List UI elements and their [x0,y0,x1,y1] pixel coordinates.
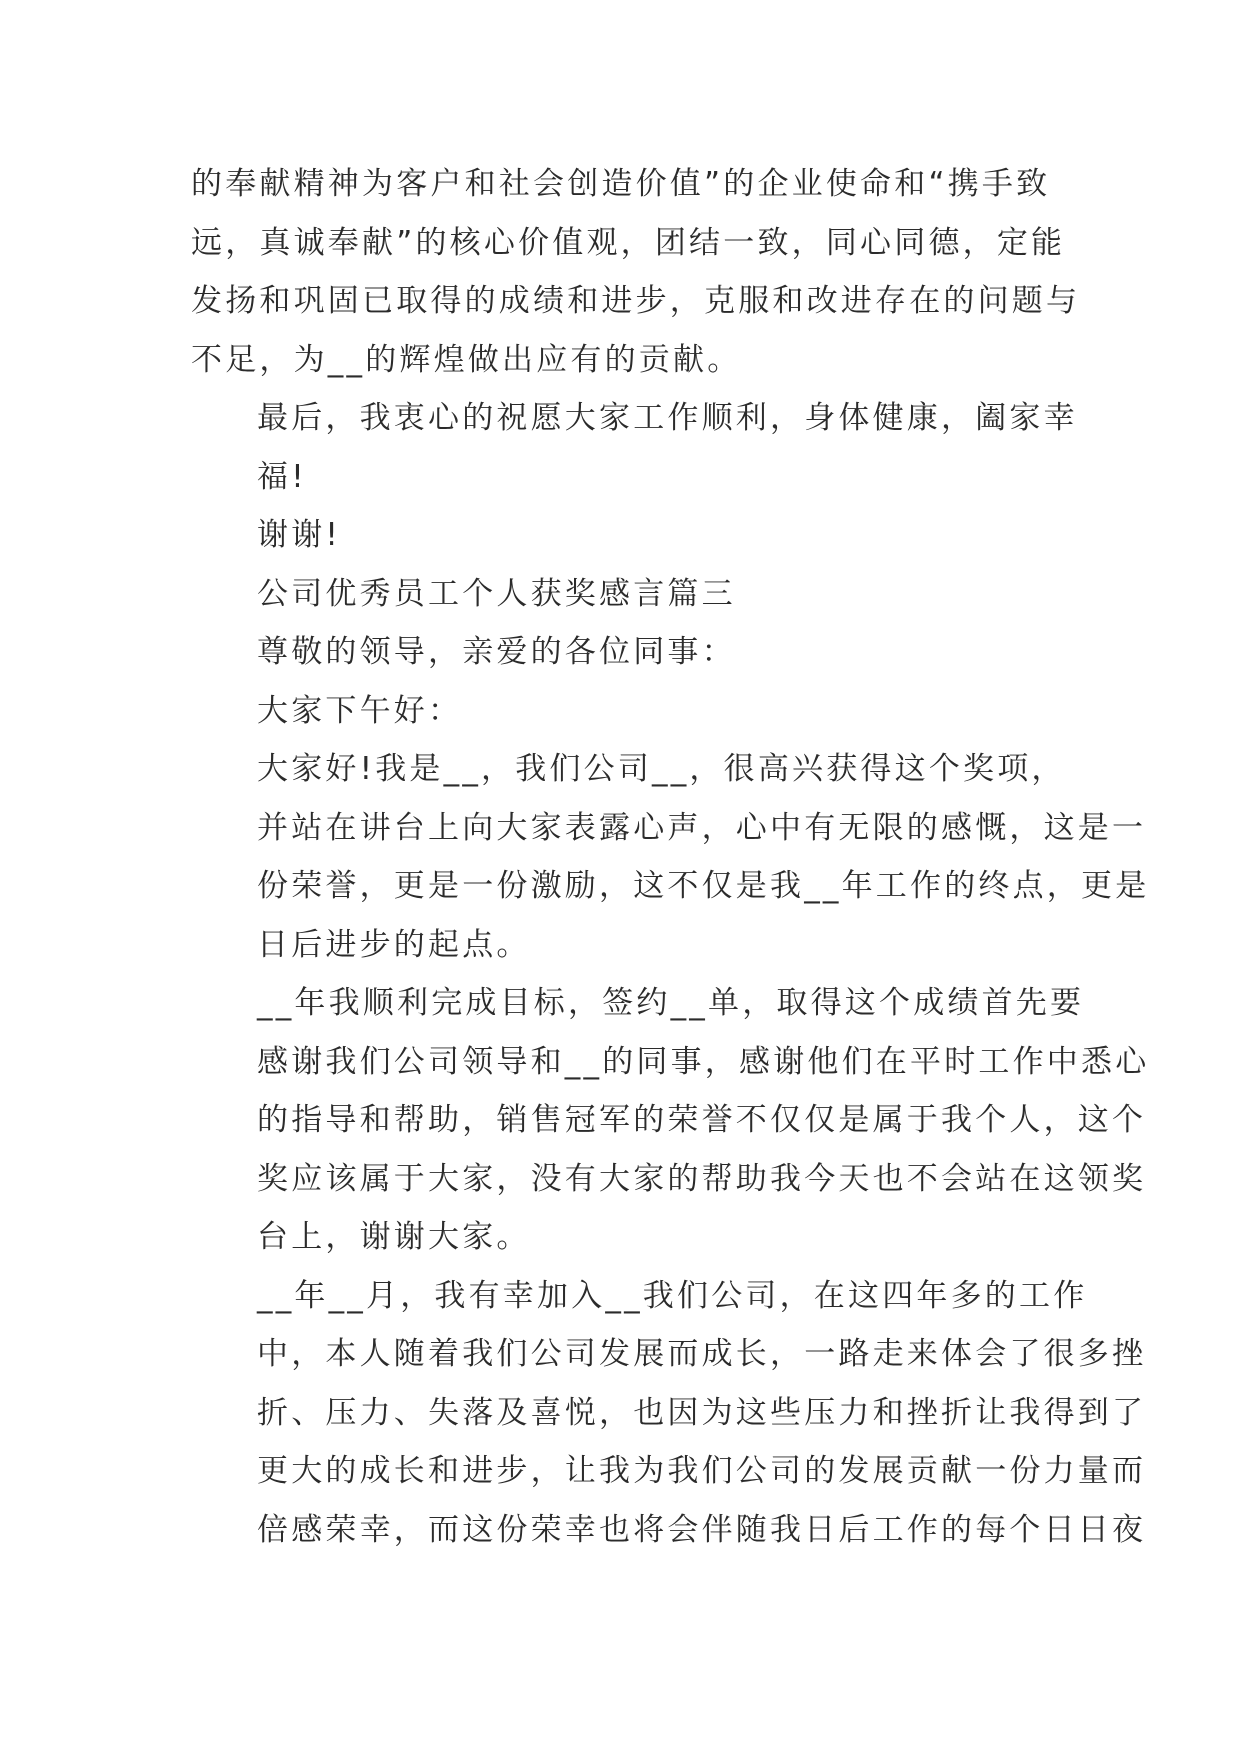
text-line: 倍感荣幸，而这份荣幸也将会伴随我日后工作的每个日日夜 [257,1511,1147,1548]
paragraph [191,623,1051,682]
text-line: 福! [257,458,307,495]
text-line: 谢谢! [257,517,342,553]
text-line: 的奉献精神为客户和社会创造价值”的企业使命和“携手致 [191,166,1051,202]
document-body [191,155,1150,1559]
paragraph [191,506,1051,565]
text-line: 日后进步的起点。 [257,926,531,963]
text-line: 的指导和帮助，销售冠军的荣誉不仅仅是属于我个人，这个 [257,1102,1147,1138]
text-line: 发扬和巩固已取得的成绩和进步，克服和改进存在的问题与 [191,283,1081,319]
text-line: __年__月，我有幸加入__我们公司，在这四年多的工作 [257,1277,1088,1314]
text-line: 大家好!我是__，我们公司__，很高兴获得这个奖项， [257,751,1066,787]
text-line: 台上，谢谢大家。 [257,1219,531,1255]
text-line: 尊敬的领导，亲爱的各位同事： [257,634,736,670]
paragraph [191,565,1051,624]
paragraph [191,740,1150,974]
text-line: 更大的成长和进步，让我为我们公司的发展贡献一份力量而 [257,1453,1147,1489]
text-line: 大家下午好： [257,692,463,729]
text-line: 最后，我衷心的祝愿大家工作顺利，身体健康，阖家幸 [257,400,1078,436]
text-line: 远，真诚奉献”的核心价值观，团结一致，同心同德，定能 [191,224,1066,261]
text-line: 并站在讲台上向大家表露心声，心中有无限的感慨，这是一 [257,809,1147,846]
text-line: 不足，为__的辉煌做出应有的贡献。 [191,341,742,378]
text-line: __年我顺利完成目标，签约__单，取得这个成绩首先要 [257,985,1085,1021]
text-line: 中，本人随着我们公司发展而成长，一路走来体会了很多挫 [257,1336,1147,1372]
text-line: 奖应该属于大家，没有大家的帮助我今天也不会站在这领奖 [257,1160,1147,1197]
paragraph [191,974,1150,1267]
paragraph [191,155,1081,389]
text-line: 公司优秀员工个人获奖感言篇三 [257,575,736,612]
text-line: 份荣誉，更是一份激励，这不仅是我__年工作的终点，更是 [257,868,1150,904]
paragraph [191,389,1078,506]
text-line: 感谢我们公司领导和__的同事，感谢他们在平时工作中悉心 [257,1043,1150,1080]
paragraph [191,1267,1147,1560]
text-line: 折、压力、失落及喜悦，也因为这些压力和挫折让我得到了 [257,1394,1147,1431]
paragraph [191,682,1051,741]
